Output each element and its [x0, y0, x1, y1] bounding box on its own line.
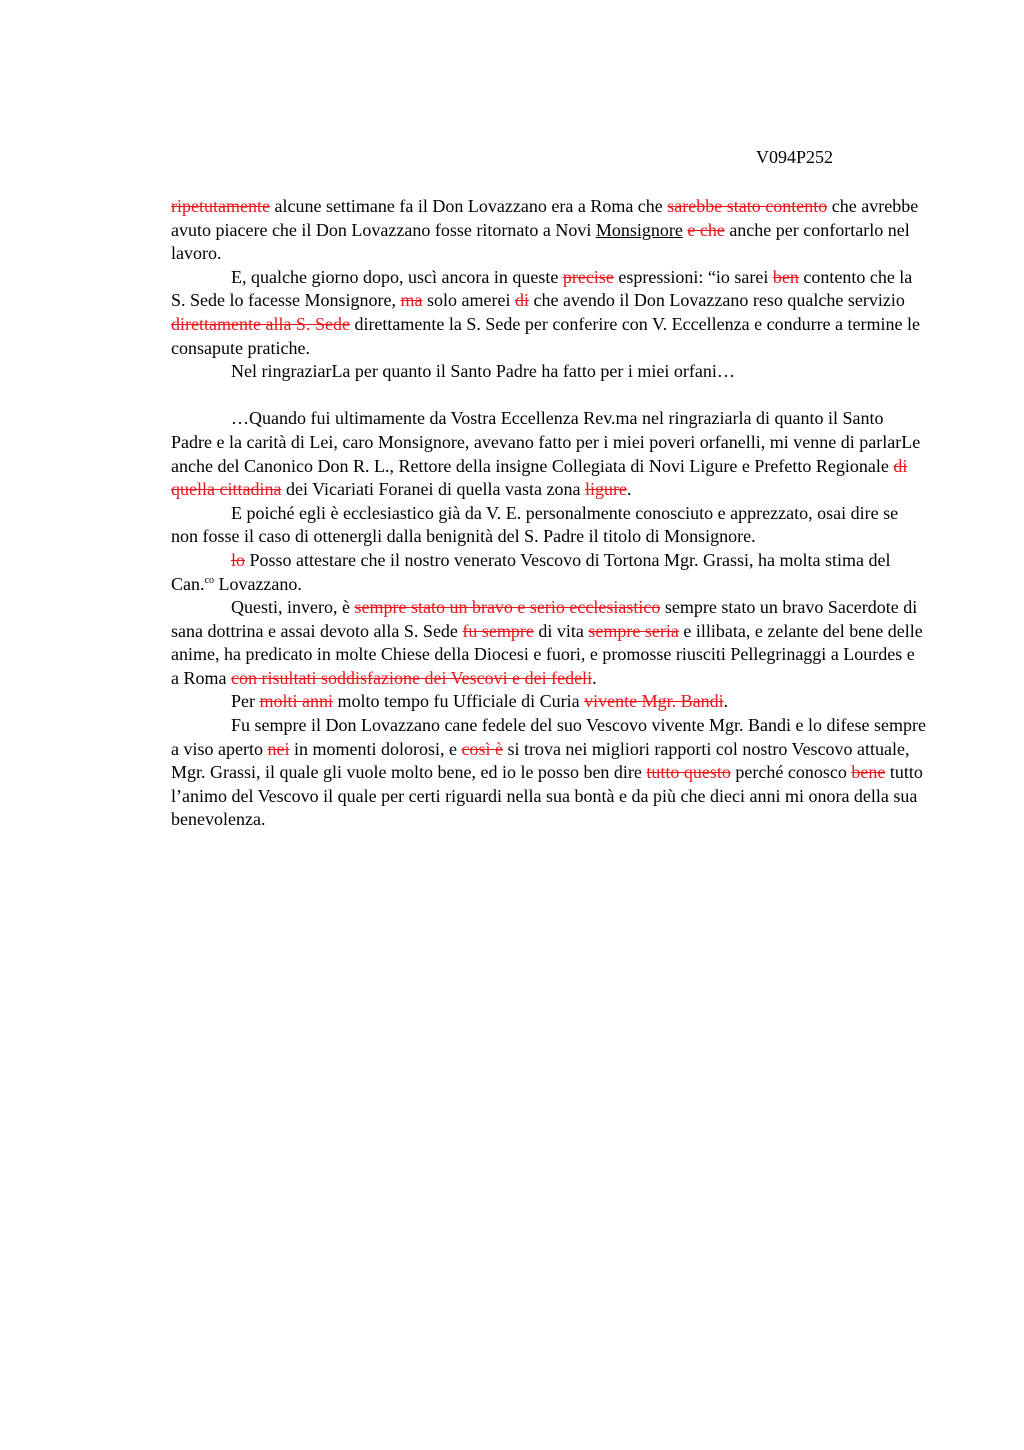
text-run: dei Vicariati Foranei di quella vasta zona	[281, 479, 585, 500]
text-run: in momenti dolorosi, e	[289, 738, 462, 759]
struck-text: sempre stato un bravo e serio ecclesiastico	[354, 597, 661, 618]
struck-text: di	[514, 290, 529, 311]
text-run: si trova nei migliori rapporti col nostro Vescovo attuale, Mgr. Grassi, il quale gli vuole molto bene, ed io le posso ben dire	[171, 738, 910, 783]
struck-text: molti anni	[259, 691, 333, 712]
text-run: Fu sempre il Don Lovazzano cane fedele del suo Vescovo vivente Mgr. Bandi e lo difese sempre a viso aperto	[171, 715, 926, 759]
struck-text: con risultati soddisfazione dei Vescovi e dei fedeli	[231, 667, 593, 688]
text-run: contento che la S. Sede lo facesse Monsignore,	[171, 266, 913, 311]
paragraph	[171, 195, 927, 266]
struck-text: bene	[851, 762, 886, 783]
text-run: E, qualche giorno dopo, uscì ancora in queste	[231, 266, 563, 287]
struck-text: nei	[267, 738, 290, 759]
struck-text: sempre seria	[588, 620, 679, 641]
paragraph	[171, 549, 927, 596]
text-run: sempre stato un bravo Sacerdote di sana dottrina e assai devoto alla S. Sede	[171, 597, 918, 641]
text-run: solo amerei	[422, 290, 515, 311]
struck-text: ben	[772, 266, 799, 287]
text-run: anche per confortarlo nel lavoro.	[171, 219, 910, 264]
text-run: Posso attestare che il nostro venerato Vescovo di Tortona Mgr. Grassi, ha molta stima del Can.	[171, 549, 891, 594]
text-run: alcune settimane fa il Don Lovazzano era a Roma che	[269, 196, 668, 216]
text-run: di vita	[533, 620, 589, 641]
text-run: E poiché egli è ecclesiastico già da V. E. personalmente conosciuto e apprezzato, osai dire se non fosse il caso di ottenergli dalla benignità del S. Padre il titolo di Monsignore.	[171, 502, 899, 547]
paragraph	[171, 714, 927, 832]
struck-text: lo	[231, 549, 246, 570]
document-body	[171, 195, 927, 832]
text-run: .	[592, 667, 597, 688]
text-run: espressioni: “io sarei	[613, 266, 773, 287]
struck-text: di quella cittadina	[171, 455, 908, 500]
paragraph	[171, 690, 927, 714]
paragraph	[171, 407, 927, 501]
struck-text: vivente Mgr. Bandi	[584, 691, 724, 712]
paragraph	[171, 502, 927, 549]
text-run: Per	[231, 691, 260, 712]
struck-text: tutto questo	[646, 762, 731, 783]
text-run: che avrebbe avuto piacere che il Don Lovazzano fosse ritornato a Novi	[171, 196, 919, 240]
struck-text: ligure	[584, 479, 627, 500]
text-run: .	[723, 691, 729, 712]
paragraph	[171, 596, 927, 690]
text-run: .	[626, 479, 632, 500]
struck-text: ripetutamente	[171, 196, 270, 216]
page-identifier: V094P252	[756, 147, 834, 167]
paragraph	[171, 266, 927, 360]
struck-text: così è	[461, 738, 503, 759]
struck-text: e che	[687, 219, 725, 240]
underlined-text: Monsignore	[595, 219, 683, 240]
text-run: …Quando fui ultimamente da Vostra Eccellenza Rev.ma nel ringraziarla di quanto il Santo Padre e la carità di Lei, caro Monsignore, avevano fatto per i miei poveri orfanelli, mi venne di parlarLe anche del Canonico Don R. L., Rettore della insigne Collegiata di Novi Ligure e Prefetto Regionale	[171, 408, 921, 476]
text-run: perché conosco	[730, 762, 852, 783]
struck-text: fu sempre	[462, 620, 534, 641]
struck-text: ma	[400, 290, 423, 311]
text-run: molto tempo fu Ufficiale di Curia	[333, 691, 585, 712]
paragraph	[171, 360, 927, 384]
superscript-abbrev: co	[204, 574, 214, 586]
text-run: direttamente la S. Sede per conferire con V. Eccellenza e condurre a termine le consapute pratiche.	[171, 313, 921, 358]
text-run: Questi, invero, è	[231, 597, 355, 618]
text-run: e illibata, e zelante del bene delle anime, ha predicato in molte Chiese della Diocesi e fuori, e promosse riusciti Pellegrinaggi a Lourdes e a Roma	[171, 620, 923, 688]
struck-text: precise	[562, 266, 614, 287]
struck-text: direttamente alla S. Sede	[171, 313, 350, 334]
text-run: che avendo il Don Lovazzano reso qualche servizio	[528, 290, 905, 311]
text-run: tutto l’animo del Vescovo il quale per certi riguardi nella sua bontà e da più che dieci anni mi onora della sua benevolenza.	[171, 762, 923, 830]
struck-text: sarebbe stato contento	[667, 196, 828, 216]
text-run: Nel ringraziarLa per quanto il Santo Padre ha fatto per i miei orfani…	[231, 361, 735, 382]
text-run: Lovazzano.	[213, 573, 302, 594]
